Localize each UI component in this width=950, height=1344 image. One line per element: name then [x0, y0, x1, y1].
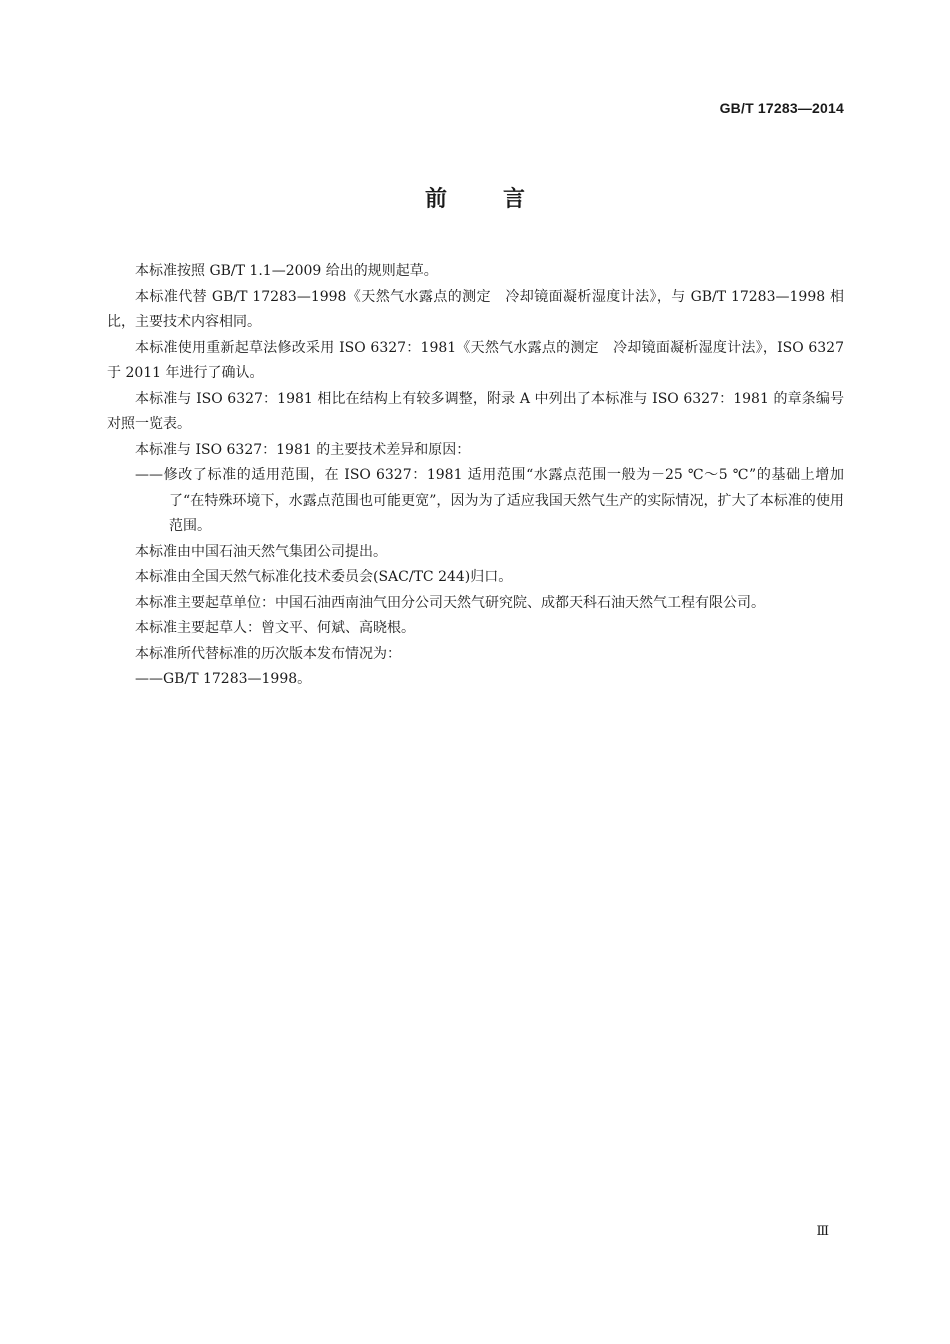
paragraph: 本标准使用重新起草法修改采用 ISO 6327：1981《天然气水露点的测定 冷却镜面凝析湿度计法》，ISO 6327 于 2011 年进行了确认。 — [107, 339, 844, 381]
paragraph: 本标准主要起草单位：中国石油西南油气田分公司天然气研究院、成都天科石油天然气工程有限公司。 — [135, 594, 765, 611]
paragraph: 本标准按照 GB/T 1.1—2009 给出的规则起草。 — [135, 263, 438, 279]
difference-item: ——修改了标准的适用范围，在 ISO 6327：1981 适用范围“水露点范围一般为－25 ℃～5 ℃”的基础上增加了“在特殊环境下，水露点范围也可能更宽”，因为为了适应我国天然气生产的实际情况，扩大了本标准的使用范围。 — [135, 467, 844, 534]
paragraph: 本标准代替 GB/T 17283—1998《天然气水露点的测定 冷却镜面凝析湿度计法》，与 GB/T 17283—1998 相比，主要技术内容相同。 — [107, 288, 844, 330]
paragraph: 本标准与 ISO 6327：1981 相比在结构上有较多调整，附录 A 中列出了本标准与 ISO 6327：1981 的章条编号对照一览表。 — [107, 390, 844, 432]
page-title: 前言 — [424, 187, 581, 212]
foreword-body — [107, 259, 844, 693]
paragraph: 本标准主要起草人：曾文平、何斌、高晓根。 — [135, 620, 415, 636]
paragraph: 本标准由中国石油天然气集团公司提出。 — [135, 543, 387, 560]
paragraph: 本标准所代替标准的历次版本发布情况为： — [135, 645, 401, 662]
page-number: Ⅲ — [816, 1224, 829, 1239]
previous-version-item: ——GB/T 17283—1998。 — [135, 671, 312, 687]
standard-code: GB/T 17283—2014 — [719, 100, 844, 116]
paragraph: 本标准与 ISO 6327：1981 的主要技术差异和原因： — [135, 441, 471, 458]
paragraph: 本标准由全国天然气标准化技术委员会(SAC/TC 244)归口。 — [135, 569, 513, 585]
